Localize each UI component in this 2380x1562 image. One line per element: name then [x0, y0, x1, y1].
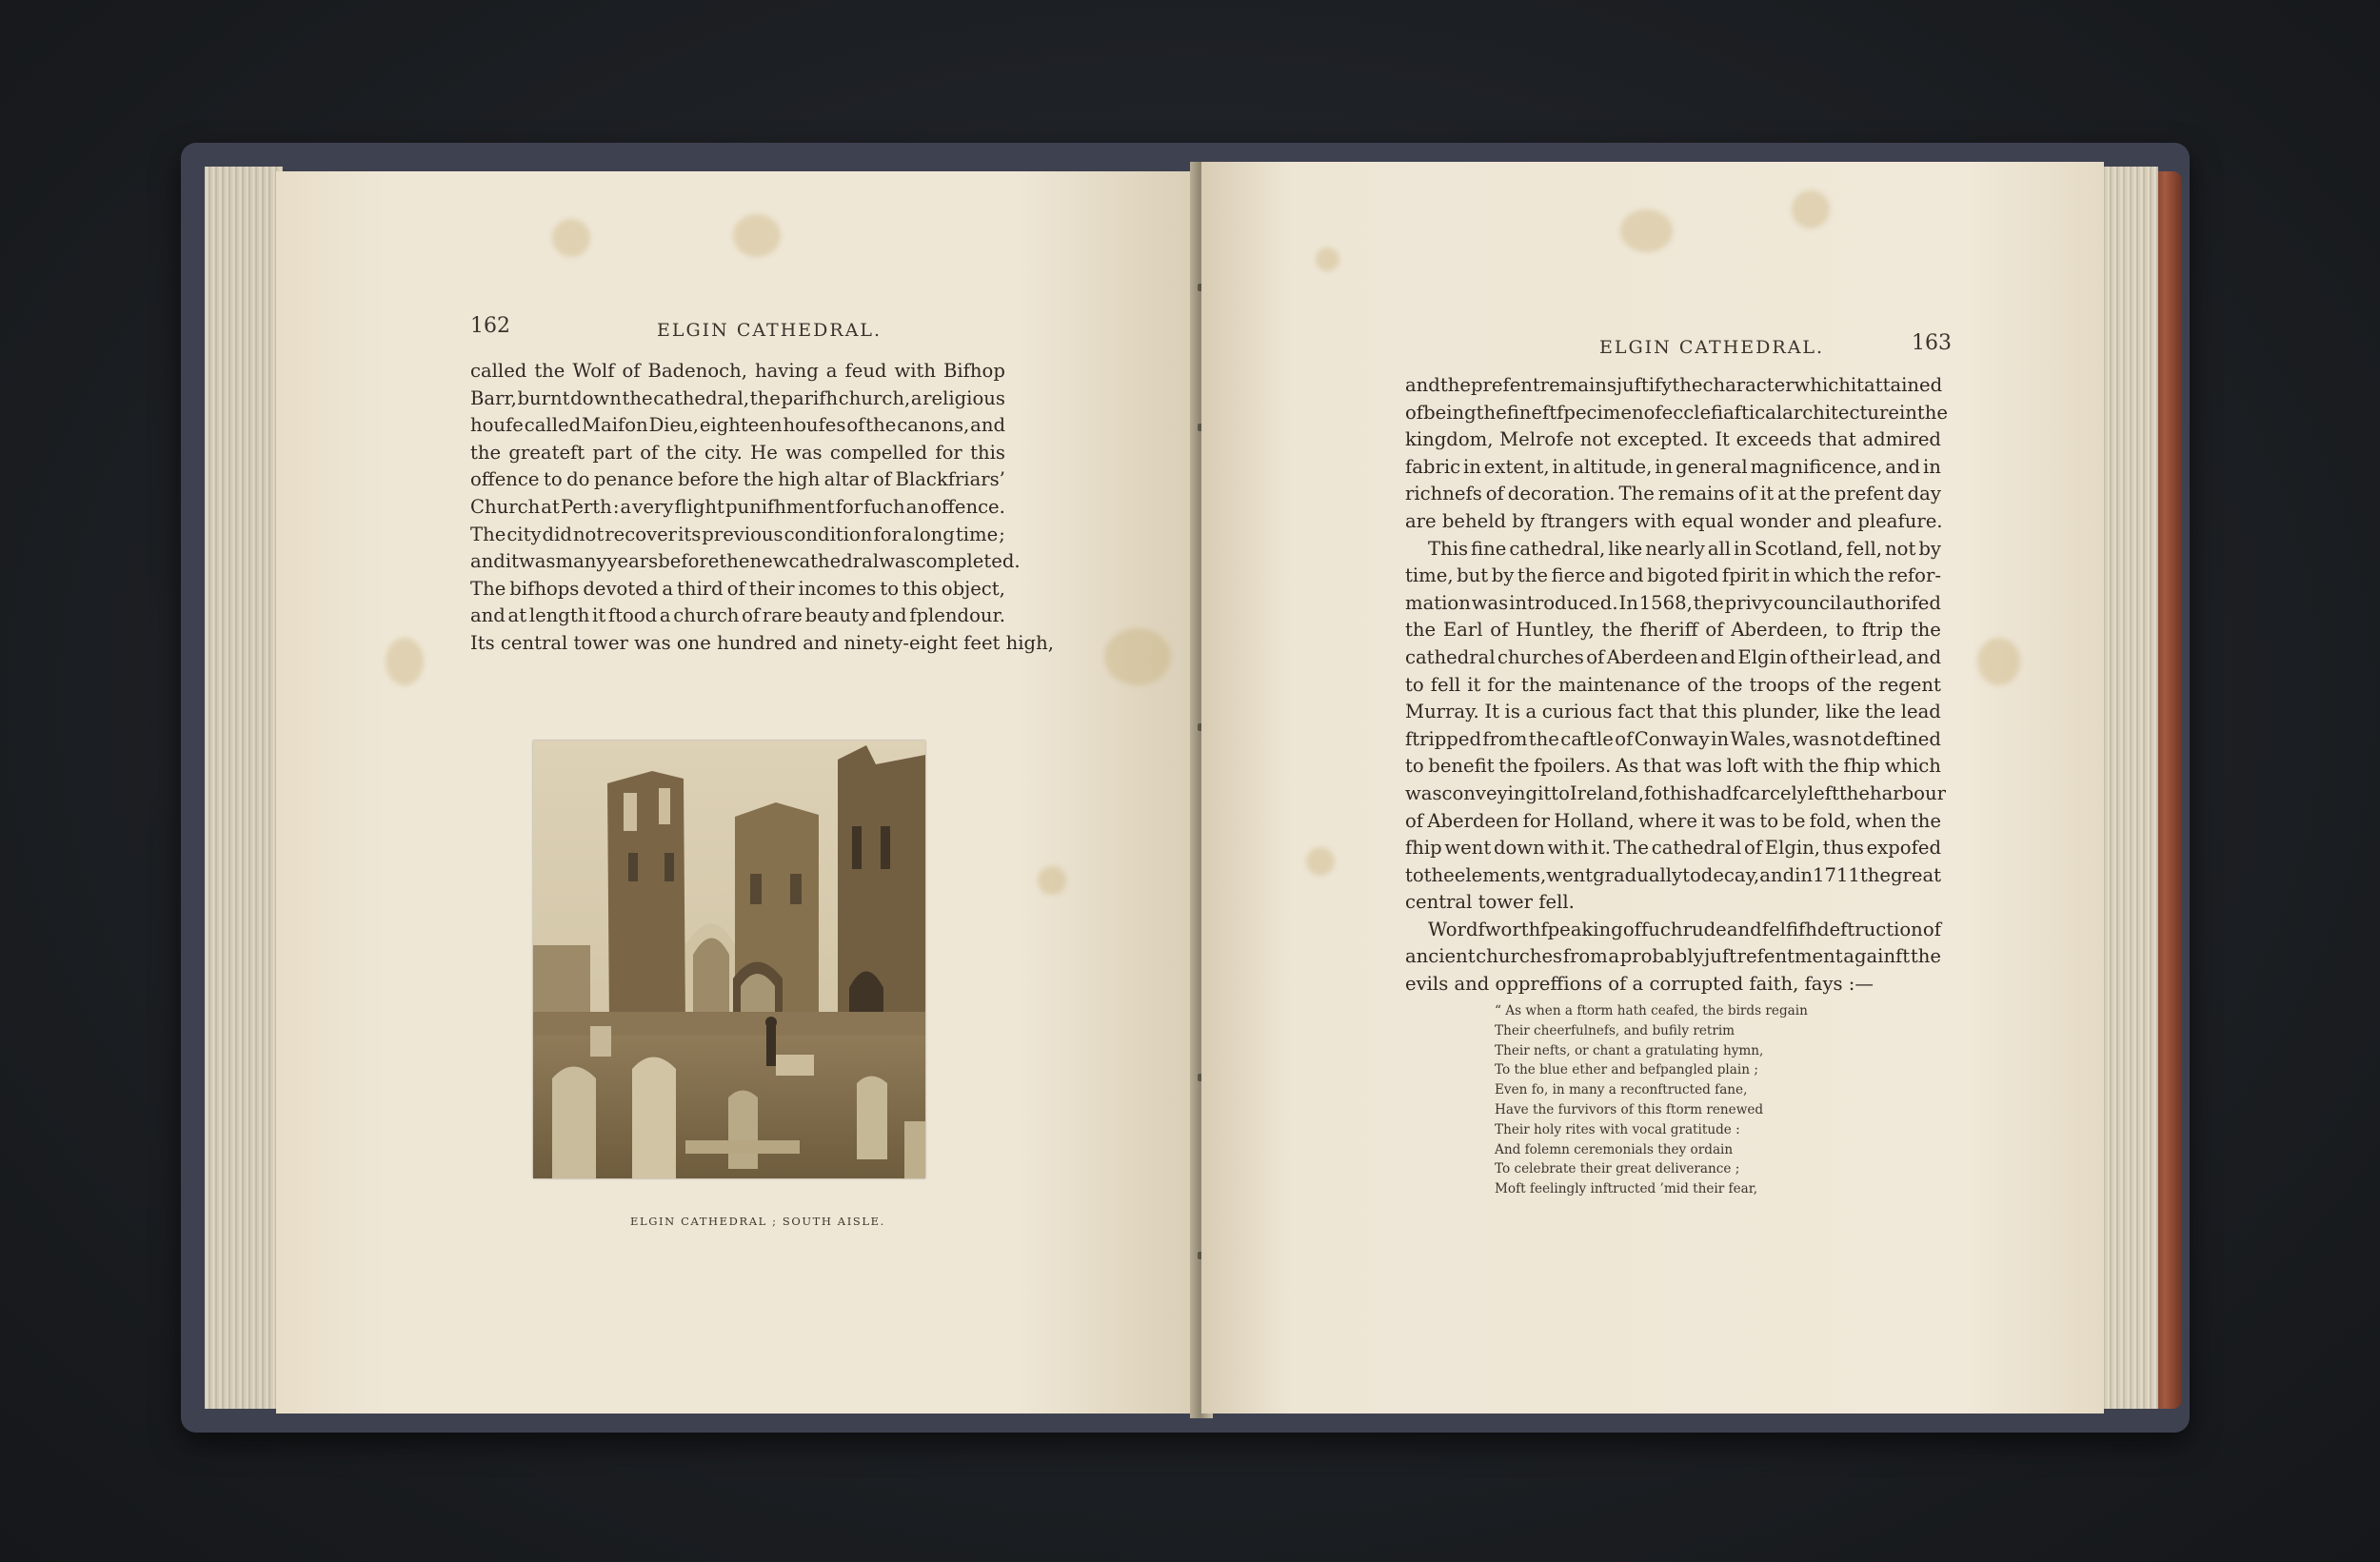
text-line: kingdom, Melrofe not excepted. It exceeds that admired [1405, 428, 1941, 451]
photo-caption: ELGIN CATHEDRAL ; SOUTH AISLE. [630, 1215, 885, 1228]
text-line: ancient churches from a probably juft refentment againft the [1405, 945, 1941, 968]
right-body-text [1405, 372, 1948, 998]
poem-line: Their holy rites with vocal gratitude : [1495, 1121, 1740, 1137]
text-line: evils and oppreffions of a corrupted faith, fays :— [1405, 973, 1874, 996]
text-line: The city did not recover its previous condition for a long time ; [470, 523, 1005, 545]
text-line: Church at Perth : a very flight punifhment for fuch an offence. [470, 495, 1005, 518]
poem-line: Even fo, in many a reconftructed fane, [1495, 1082, 1748, 1098]
running-head: ELGIN CATHEDRAL. [1599, 337, 1825, 358]
foxing-stain [1792, 190, 1830, 228]
poem-line: Their cheerfulnefs, and bufily retrim [1495, 1022, 1735, 1038]
poem-line: To the blue ether and befpangled plain ; [1495, 1062, 1758, 1078]
poem-line: To celebrate their great deliverance ; [1495, 1161, 1740, 1177]
poem-line: Their nefts, or chant a gratulating hymn, [1495, 1042, 1764, 1058]
foxing-stain [552, 219, 590, 257]
foxing-stain [1620, 209, 1673, 252]
text-line: Murray. It is a curious fact that this plunder, like the lead [1405, 701, 1941, 723]
running-head: ELGIN CATHEDRAL. [657, 320, 883, 341]
text-line: to the elements, went gradually to decay, and in 1711 the great [1405, 863, 1942, 886]
text-line: ftripped from the caftle of Conway in Wales, was not deftined [1405, 727, 1941, 750]
poem-line: Have the furvivors of this ftorm renewed [1495, 1101, 1764, 1117]
text-line: the Earl of Huntley, the fheriff of Aberdeen, to ftrip the [1405, 619, 1941, 642]
text-line: mation was introduced. In 1568, the privy council authorifed [1405, 591, 1941, 614]
text-line: Wordfworth fpeaking of fuch rude and felfifh deftruction of [1428, 918, 1941, 940]
foxing-stain [1038, 866, 1066, 895]
foxing-stain [1316, 247, 1339, 271]
text-line: houfe called Maifon Dieu, eighteen houfes of the canons, and [470, 414, 1005, 437]
poem-line: “ As when a ftorm hath ceafed, the birds regain [1495, 1003, 1808, 1018]
text-line: fhip went down with it. The cathedral of Elgin, thus expofed [1405, 837, 1941, 860]
foxing-stain [733, 214, 781, 257]
page-number: 163 [1912, 331, 1952, 355]
poem-line: Moft feelingly inftructed ’mid their fear, [1495, 1181, 1758, 1197]
text-line: time, but by the fierce and bigoted fpirit in which the refor- [1405, 564, 1941, 587]
text-line: of Aberdeen for Holland, where it was to be fold, when the [1405, 809, 1941, 832]
page-number: 162 [470, 314, 510, 338]
poem-quotation [1495, 1001, 1808, 1199]
text-line: central tower fell. [1405, 891, 1575, 914]
cathedral-photograph [533, 741, 925, 1178]
text-line: and at length it ftood a church of rare beauty and fplendour. [470, 604, 1005, 627]
foxing-stain [1104, 628, 1171, 685]
left-page-stack [205, 167, 283, 1409]
foxing-stain [1306, 847, 1335, 876]
right-page-stack [2099, 167, 2158, 1409]
text-line: and it was many years before the new cathedral was completed. [470, 550, 1021, 573]
text-line: to benefit the fpoilers. As that was loft with the fhip which [1405, 755, 1941, 778]
text-line: This fine cathedral, like nearly all in Scotland, fell, not by [1428, 537, 1941, 560]
poem-line: And folemn ceremonials they ordain [1495, 1141, 1734, 1157]
text-line: richnefs of decoration. The remains of it at the prefent day [1405, 483, 1941, 505]
text-line: Barr, burnt down the cathedral, the parifh church, a religious [470, 386, 1005, 409]
left-body-text [470, 358, 1054, 658]
text-line: The bifhops devoted a third of their incomes to this object, [470, 577, 1005, 600]
text-line: was conveying it to Ireland, fo this had fcarcely left the harbour [1405, 781, 1946, 804]
text-line: offence to do penance before the high altar of Blackfriars’ [470, 468, 1005, 491]
text-line: and the prefent remains juftify the character which it attained [1405, 374, 1943, 396]
foxing-stain [386, 638, 424, 685]
cathedral-ruins-image [533, 741, 925, 1178]
text-line: of being the fineft fpecimen of ecclefiaftical architecture in the [1405, 401, 1948, 424]
text-line: fabric in extent, in altitude, in general magnificence, and in [1405, 455, 1941, 478]
text-line: the greateft part of the city. He was compelled for this [470, 441, 1005, 464]
text-line: are beheld by ftrangers with equal wonder and pleafure. [1405, 509, 1943, 532]
text-line: Its central tower was one hundred and ninety-eight feet high, [470, 631, 1054, 654]
text-line: cathedral churches of Aberdeen and Elgin of their lead, and [1405, 645, 1941, 668]
foxing-stain [1977, 638, 2020, 685]
text-line: called the Wolf of Badenoch, having a feud with Bifhop [470, 360, 1005, 382]
text-line: to fell it for the maintenance of the troops of the regent [1405, 673, 1941, 696]
